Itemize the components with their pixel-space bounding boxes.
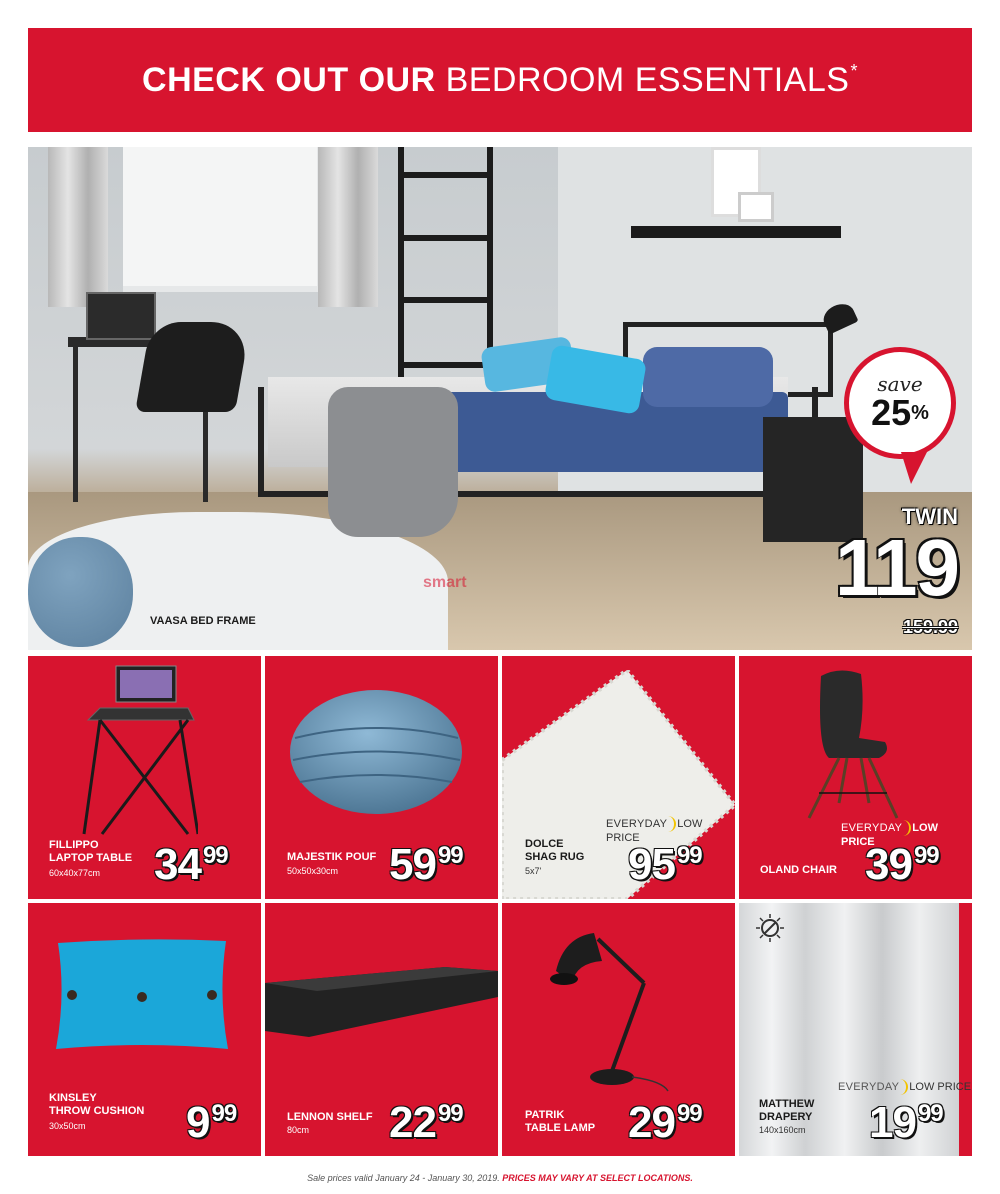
product-name-line2: SHAG RUG [525,851,585,863]
product-name [49,839,132,865]
price-dollars: 9 [186,1098,210,1147]
product-name-line2: DRAPERY [759,1111,813,1123]
product-grid [28,656,972,1156]
product-name [49,1092,144,1118]
product-price [865,842,939,888]
product-price [389,1100,463,1146]
everyday-label: EVERYDAY [838,1080,900,1093]
price-dollars: 39 [865,840,912,889]
everyday-low-price-badge [838,1079,971,1095]
hero-was-price: 159.99 [902,617,958,637]
price-cents: 99 [676,1100,702,1127]
pouf [28,537,133,647]
product-price [869,1100,943,1146]
banner-title-normal: BEDROOM ESSENTIALS [445,60,850,99]
product-name-line1: DOLCE [525,838,564,850]
product-size: 140x160cm [759,1125,806,1135]
footer-warning: PRICES MAY VARY AT SELECT LOCATIONS. [502,1173,693,1183]
product-tile[interactable] [265,656,498,899]
product-name [759,1098,814,1124]
product-tile[interactable] [28,903,261,1156]
laptop [86,292,156,340]
throw-blanket [328,387,458,537]
price-dollars: 95 [628,840,675,889]
low-price-label: LOW PRICE [841,821,938,848]
save-unit: % [911,402,929,424]
product-name-line2: LAPTOP TABLE [49,852,133,864]
price-cents: 99 [913,842,939,869]
product-tile[interactable] [28,656,261,899]
product-size: 5x7' [525,866,542,876]
product-price [628,1100,702,1146]
price-dollars: 22 [389,1098,436,1147]
banner-asterisk: * [850,60,858,81]
banner-title-bold: CHECK OUT OUR [142,60,436,99]
product-tile[interactable] [265,903,498,1156]
footer-disclaimer [0,1173,1000,1183]
product-name-line2: TABLE LAMP [525,1122,596,1134]
shelf-image [265,965,498,1045]
footer-text: Sale prices valid January 24 - January 30, 2019. [307,1173,500,1183]
product-price [389,842,463,888]
pouf-image [290,688,470,818]
product-price [154,842,228,888]
everyday-label: EVERYDAY [606,817,668,830]
price-cents: 99 [676,842,702,869]
laptop-table-image [78,664,198,844]
product-name-line1: LENNON SHELF [287,1111,373,1123]
product-name [287,1111,373,1124]
product-tile[interactable] [739,656,972,899]
header-banner [28,28,972,132]
product-tile[interactable] [739,903,972,1156]
product-price [186,1100,236,1146]
everyday-label: EVERYDAY [841,821,903,834]
price-cents: 99 [211,1100,237,1127]
product-name-line1: MATTHEW [759,1098,815,1110]
product-size: 30x50cm [49,1121,86,1131]
curtain-left [48,147,108,307]
product-size: 60x40x77cm [49,868,101,878]
save-value: 25 [871,392,912,433]
product-name-line1: MAJESTIK POUF [287,851,377,863]
price-cents: 99 [202,842,228,869]
ladder-shelf [398,147,493,377]
price-dollars: 34 [154,840,201,889]
picture-frame-small [738,192,774,222]
save-percent [871,394,929,432]
wall-shelf [631,226,841,238]
watermark: smart [423,574,467,591]
product-name-line1: KINSLEY [49,1092,97,1104]
save-badge [844,347,956,459]
product-name-line2: THROW CUSHION [49,1105,145,1117]
product-size: 50x50x30cm [287,866,339,876]
save-word: save [877,372,923,396]
price-dollars: 19 [869,1098,916,1147]
product-price [628,842,702,888]
banner-title [142,61,858,100]
hero-product-name: VAASA BED FRAME [150,615,256,627]
lamp-image [542,913,692,1103]
window [123,147,323,292]
price-cents: 99 [917,1100,943,1127]
sun-blocking-icon [755,913,785,943]
price-dollars: 59 [389,840,436,889]
price-dollars: 29 [628,1098,675,1147]
hero-bedroom-image[interactable] [28,147,972,650]
price-cents: 99 [437,1100,463,1127]
cushion-image [50,937,235,1055]
product-name-line1: FILLIPPO [49,839,99,851]
product-name [287,851,376,864]
product-name-line1: OLAND CHAIR [760,864,837,876]
price-cents: 99 [437,842,463,869]
product-name [525,838,584,864]
chair [135,322,251,412]
size-label: TWIN [901,504,958,529]
product-size: 80cm [287,1125,310,1135]
product-name [525,1109,595,1135]
chair-image [799,668,909,828]
product-tile[interactable] [502,656,735,899]
product-tile[interactable] [502,903,735,1156]
product-name-line1: PATRIK [525,1109,565,1121]
low-price-label: LOW PRICE [606,817,703,844]
hero-price: 119 [834,523,958,612]
curtain-right [318,147,378,307]
low-price-label: LOW PRICE [909,1080,972,1093]
pillow [643,347,773,407]
product-name [760,864,837,877]
